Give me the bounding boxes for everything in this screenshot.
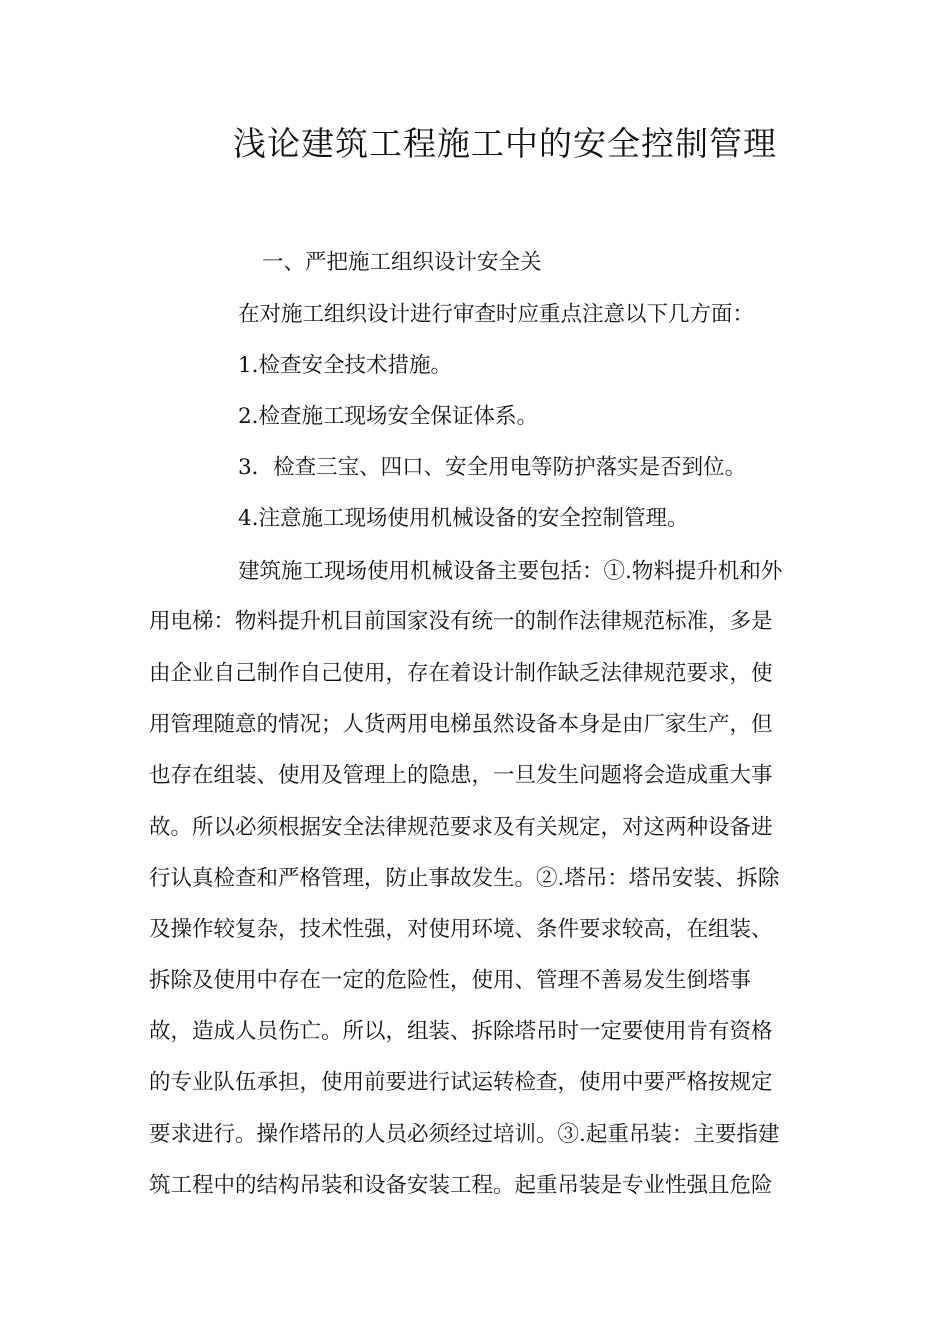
paragraph-line: 及操作较复杂，技术性强，对使用环境、条件要求较高，在组装、 [149,917,773,942]
paragraph-line: 要求进行。操作塔吊的人员必须经过培训。③.起重吊装：主要指建 [149,1122,780,1147]
paragraph-line: 行认真检查和严格管理，防止事故发生。②.塔吊：塔吊安装、拆除 [149,866,780,891]
paragraph-line: 拆除及使用中存在一定的危险性，使用、管理不善易发生倒塔事 [149,968,752,993]
paragraph-line: 用管理随意的情况；人货两用电梯虽然设备本身是由厂家生产，但 [149,712,773,737]
paragraph-line: 故，造成人员伤亡。所以，组装、拆除塔吊时一定要使用肯有资格 [149,1019,773,1044]
paragraph-line: 也存在组装、使用及管理上的隐患，一旦发生问题将会造成重大事 [149,763,773,788]
intro-text: 在对施工组织设计进行审查时应重点注意以下几方面： [238,302,755,327]
document-title: 浅论建筑工程施工中的安全控制管理 [233,124,777,163]
paragraph-line: 由企业自己制作自己使用，存在着设计制作缺乏法律规范要求，使 [149,661,773,686]
list-item: 3．检查三宝、四口、安全用电等防护落实是否到位。 [238,455,747,480]
paragraph-line: 建筑施工现场使用机械设备主要包括：①.物料提升机和外 [238,559,783,584]
list-item: 4.注意施工现场使用机械设备的安全控制管理。 [238,506,689,531]
section-heading: 一、严把施工组织设计安全关 [262,250,542,275]
paragraph-line: 筑工程中的结构吊装和设备安装工程。起重吊装是专业性强且危险 [149,1173,773,1198]
paragraph-line: 的专业队伍承担，使用前要进行试运转检查，使用中要严格按规定 [149,1070,773,1095]
paragraph-line: 用电梯：物料提升机目前国家没有统一的制作法律规范标准，多是 [149,609,773,634]
list-item: 1.检查安全技术措施。 [238,353,453,378]
paragraph-line: 故。所以必须根据安全法律规范要求及有关规定，对这两种设备进 [149,815,773,840]
list-item: 2.检查施工现场安全保证体系。 [238,404,539,429]
